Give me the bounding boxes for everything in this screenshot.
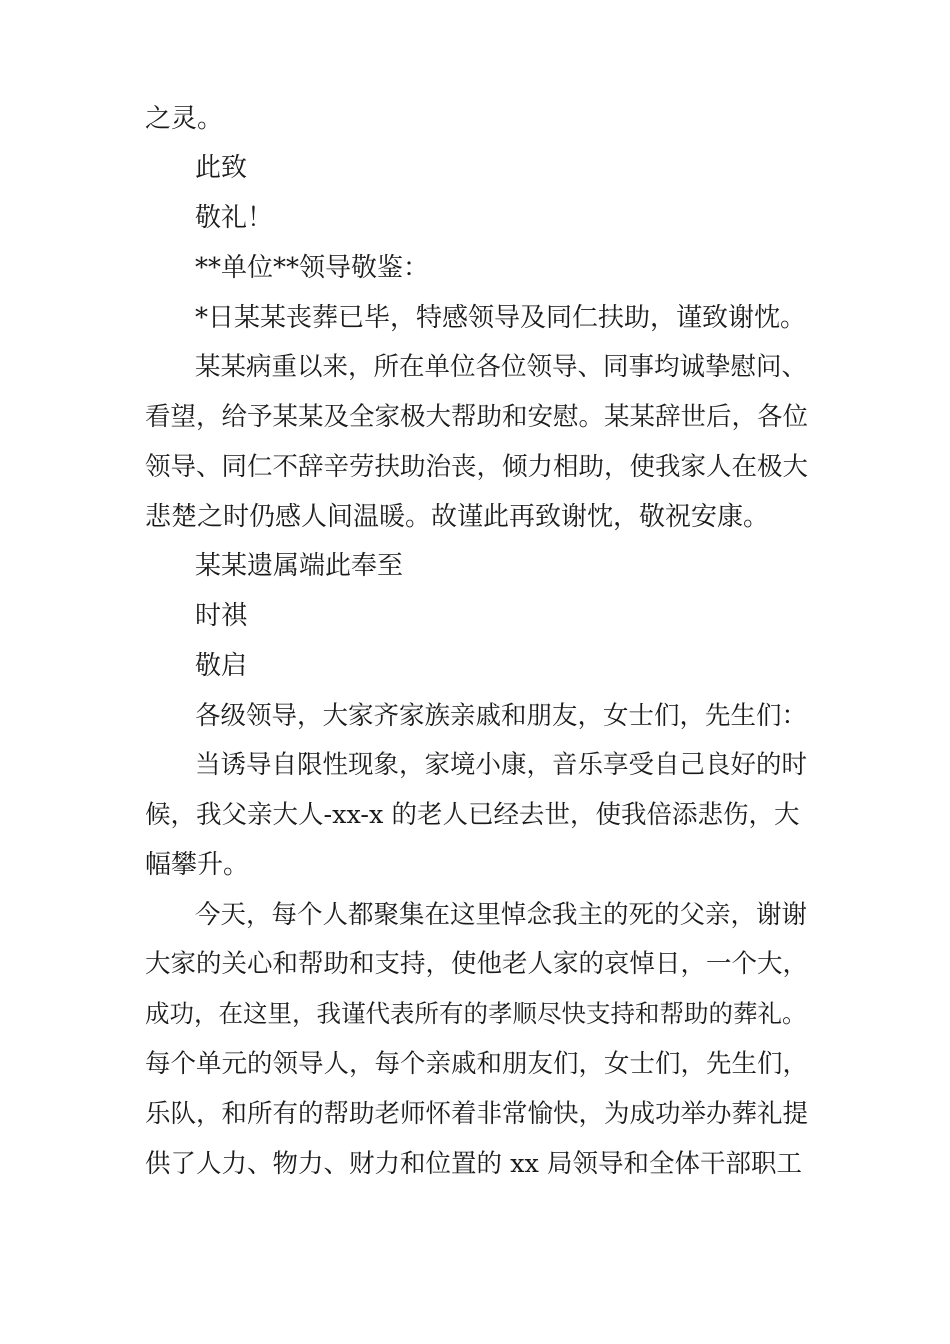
text-line-7: 看望，给予某某及全家极大帮助和安慰。某某辞世后，各位 [145, 402, 809, 432]
text-line-5: *日某某丧葬已毕，特感领导及同仁扶助，谨致谢忱。 [195, 303, 807, 333]
text-line-22: 供了人力、物力、财力和位置的 xx 局领导和全体干部职工 [145, 1149, 802, 1179]
text-line-11: 时祺 [195, 601, 248, 631]
text-line-10: 某某遗属端此奉至 [195, 551, 404, 581]
text-line-3: 敬礼！ [195, 203, 274, 233]
text-line-13: 各级领导，大家齐家族亲戚和朋友，女士们，先生们： [195, 701, 808, 731]
text-line-4: **单位**领导敬鉴： [195, 253, 430, 283]
text-line-17: 今天，每个人都聚集在这里悼念我主的死的父亲，谢谢 [195, 900, 808, 930]
text-line-12: 敬启 [195, 651, 248, 681]
text-line-15: 候，我父亲大人-xx-x 的老人已经去世，使我倍添悲伤，大 [145, 800, 800, 830]
text-line-9: 悲楚之时仍感人间温暖。故谨此再致谢忱，敬祝安康。 [145, 502, 770, 532]
text-line-21: 乐队，和所有的帮助老师怀着非常愉快，为成功举办葬礼提 [145, 1099, 809, 1129]
text-line-1: 之灵。 [145, 104, 224, 134]
text-line-16: 幅攀升。 [145, 850, 250, 880]
text-line-20: 每个单元的领导人，每个亲戚和朋友们，女士们，先生们， [145, 1049, 809, 1079]
text-line-8: 领导、同仁不辞辛劳扶助治丧，倾力相助，使我家人在极大 [145, 452, 809, 482]
text-line-14: 当诱导自限性现象，家境小康，音乐享受自己良好的时 [195, 750, 808, 780]
text-line-18: 大家的关心和帮助和支持，使他老人家的哀悼日，一个大， [145, 949, 809, 979]
text-line-6: 某某病重以来，所在单位各位领导、同事均诚挚慰问、 [195, 352, 808, 382]
text-line-2: 此致 [195, 153, 248, 183]
text-line-19: 成功，在这里，我谨代表所有的孝顺尽快支持和帮助的葬礼。 [145, 999, 807, 1028]
